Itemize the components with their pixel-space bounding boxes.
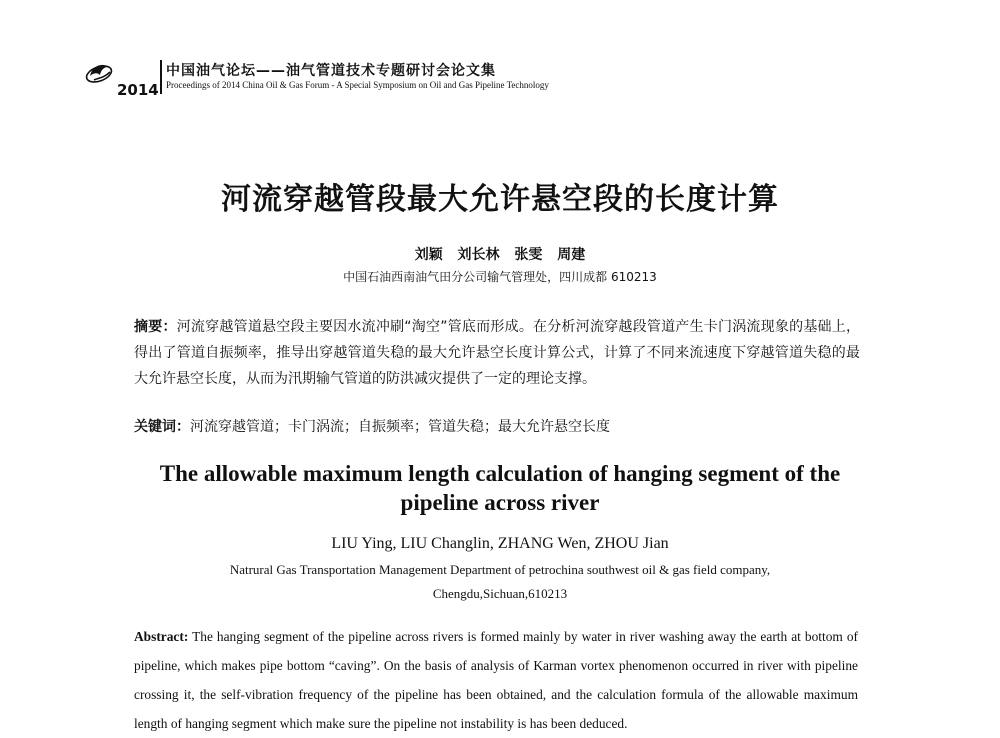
header-title-en: Proceedings of 2014 China Oil & Gas Forum - A Special Symposium on Oil and Gas Pipeline Technology	[166, 80, 549, 90]
header-divider	[160, 60, 162, 94]
authors-cn: 刘颖 刘长林 张雯 周建	[414, 247, 586, 263]
abstract-en	[134, 622, 858, 738]
forum-logo-icon	[84, 58, 116, 90]
affiliation-en	[180, 558, 820, 606]
affiliation-en-line2: Chengdu,Sichuan,610213	[432, 586, 568, 601]
keywords-text-cn: 河流穿越管道；卡门涡流；自振频率；管道失稳；最大允许悬空长度	[190, 419, 610, 435]
keywords-cn	[134, 414, 860, 440]
abstract-text-en: The hanging segment of the pipeline across rivers is formed mainly by water in river washing away the earth at bottom of pipeline, which makes pipe bottom “caving”. On the basis of analysis of Karman vortex phenomenon occurred in river with pipeline crossing it, the self-vibration frequency of the pipeline has been obtained, and the calculation formula of the allowable maximum length of hanging segment which make sure the pipeline not instability is has been deduced.	[134, 629, 859, 731]
paper-title-en: The allowable maximum length calculation of hanging segment of the pipeline across river	[159, 461, 841, 515]
header-title-cn: 中国油气论坛——油气管道技术专题研讨会论文集	[166, 63, 496, 79]
authors-en: LIU Ying, LIU Changlin, ZHANG Wen, ZHOU Jian	[331, 535, 669, 552]
abstract-label-cn: 摘要：	[134, 319, 177, 335]
affiliation-en-line1: Natrural Gas Transportation Management Department of petrochina southwest oil & gas field company,	[229, 562, 771, 577]
abstract-cn	[134, 314, 860, 392]
affiliation-cn: 中国石油西南油气田分公司输气管理处，四川成都 610213	[343, 270, 657, 284]
paper-title-cn: 河流穿越管段最大允许悬空段的长度计算	[221, 182, 779, 217]
abstract-label-en: Abstract:	[134, 629, 189, 644]
keywords-label-cn: 关键词：	[134, 419, 190, 435]
header-year: 2014	[117, 81, 159, 99]
abstract-text-cn: 河流穿越管道悬空段主要因水流冲刷“淘空”管底而形成。在分析河流穿越段管道产生卡门涡流现象的基础上，得出了管道自振频率，推导出穿越管道失稳的最大允许悬空长度计算公式，计算了不同来流速度下穿越管道失稳的最大允许悬空长度，从而为汛期输气管道的防洪减灾提供了一定的理论支撑。	[134, 319, 860, 387]
